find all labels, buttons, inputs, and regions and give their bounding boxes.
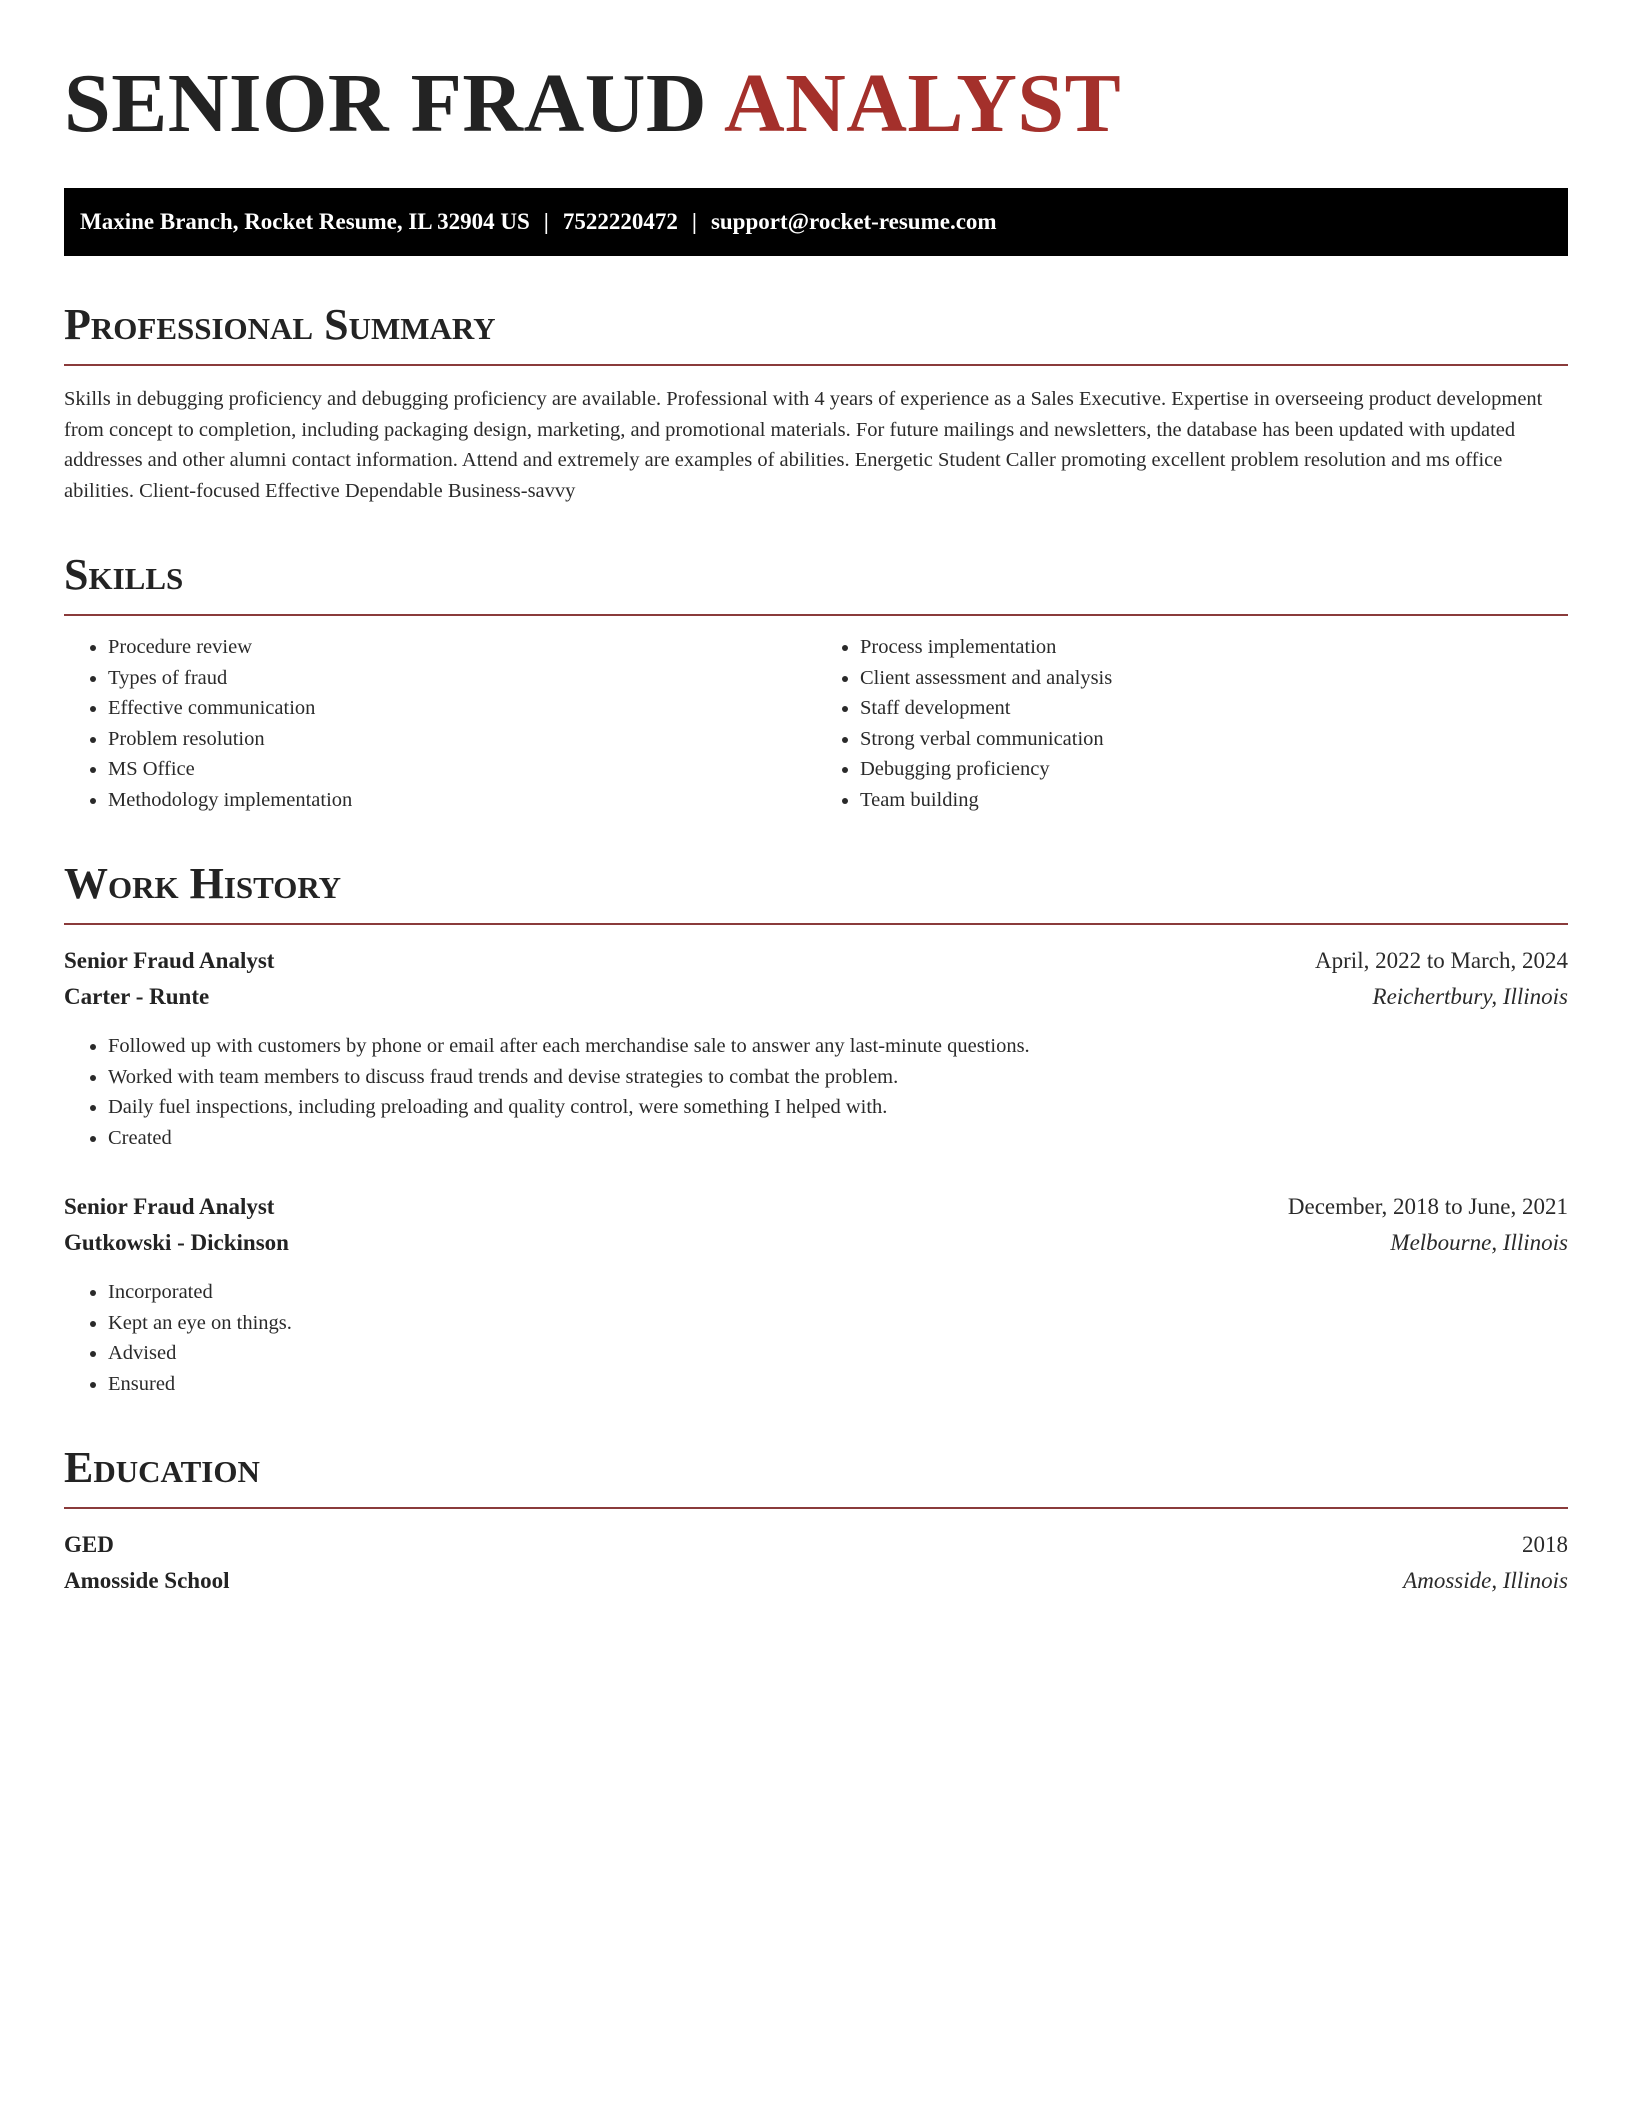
skill-item: • Types of fraud: [108, 663, 816, 694]
summary-heading: Professional Summary: [64, 300, 1568, 366]
skills-section: [64, 550, 1568, 815]
job-dates: April, 2022 to March, 2024: [1315, 948, 1568, 973]
education-school-row: [64, 1563, 1568, 1599]
job-title: Senior Fraud Analyst: [64, 948, 275, 973]
education-degree: GED: [64, 1532, 114, 1557]
job-company: Carter - Runte: [64, 984, 210, 1009]
job-entry: [64, 943, 1568, 1153]
job-bullet: • Ensured: [108, 1369, 1568, 1400]
contact-bar: [64, 188, 1568, 256]
job-bullets: [64, 1031, 1568, 1153]
skill-item: • Client assessment and analysis: [860, 663, 1568, 694]
job-bullet: • Created: [108, 1123, 1568, 1154]
skill-item: • Problem resolution: [108, 724, 816, 755]
job-entry: [64, 1189, 1568, 1399]
resume-title: [64, 56, 1568, 152]
education-section: [64, 1443, 1568, 1599]
job-bullet: • Daily fuel inspections, including preloading and quality control, were something I helped with.: [108, 1092, 1568, 1123]
education-degree-row: [64, 1527, 1568, 1563]
skill-item: • Procedure review: [108, 632, 816, 663]
title-accent: ANALYST: [723, 57, 1122, 150]
summary-text: Skills in debugging proficiency and debugging proficiency are available. Professional with 4 years of experience as a Sales Executive. Expertise in overseeing product development from concept to completion, including packaging design, marketing, and promotional materials. For future mailings and newsletters, the database has been updated with updated addresses and other alumni contact information. Attend and extremely are examples of abilities. Energetic Student Caller promoting excellent problem resolution and ms office abilities. Client-focused Effective Dependable Business-savvy: [64, 388, 1543, 502]
job-title: Senior Fraud Analyst: [64, 1194, 275, 1219]
skill-item: • MS Office: [108, 754, 816, 785]
job-bullet: • Followed up with customers by phone or email after each merchandise sale to answer any last-minute questions.: [108, 1031, 1568, 1062]
skill-item: • Team building: [860, 785, 1568, 816]
job-location: Reichertbury, Illinois: [1372, 984, 1568, 1009]
skills-heading: Skills: [64, 550, 1568, 616]
job-bullet: • Worked with team members to discuss fraud trends and devise strategies to combat the problem.: [108, 1062, 1568, 1093]
work-history-heading: Work History: [64, 859, 1568, 925]
skill-item: • Strong verbal communication: [860, 724, 1568, 755]
contact-separator: |: [543, 209, 549, 234]
skill-item: • Staff development: [860, 693, 1568, 724]
skills-list-right: [816, 632, 1568, 815]
job-bullet: • Kept an eye on things.: [108, 1308, 1568, 1339]
contact-email: support@rocket-resume.com: [710, 209, 997, 234]
contact-phone: 7522220472: [562, 209, 678, 234]
job-bullet: • Incorporated: [108, 1277, 1568, 1308]
job-header-row: [64, 1189, 1568, 1225]
summary-section: [64, 300, 1568, 506]
education-entry: [64, 1527, 1568, 1599]
job-header-row: [64, 943, 1568, 979]
education-year: 2018: [1522, 1532, 1568, 1557]
job-company-row: [64, 979, 1568, 1015]
job-company: Gutkowski - Dickinson: [64, 1230, 289, 1255]
contact-address: Maxine Branch, Rocket Resume, IL 32904 US: [80, 209, 530, 234]
education-location: Amosside, Illinois: [1403, 1568, 1568, 1593]
job-location: Melbourne, Illinois: [1390, 1230, 1568, 1255]
skills-list-left: [64, 632, 816, 815]
skills-grid: [64, 632, 1568, 815]
skill-item: • Effective communication: [108, 693, 816, 724]
title-primary: SENIOR FRAUD: [64, 57, 708, 150]
job-bullet: • Advised: [108, 1338, 1568, 1369]
skill-item: • Debugging proficiency: [860, 754, 1568, 785]
contact-separator: |: [691, 209, 697, 234]
job-bullets: [64, 1277, 1568, 1399]
education-heading: Education: [64, 1443, 1568, 1509]
skill-item: • Methodology implementation: [108, 785, 816, 816]
skill-item: • Process implementation: [860, 632, 1568, 663]
job-dates: December, 2018 to June, 2021: [1287, 1194, 1568, 1219]
job-company-row: [64, 1225, 1568, 1261]
education-school: Amosside School: [64, 1568, 230, 1593]
work-history-section: [64, 859, 1568, 1399]
